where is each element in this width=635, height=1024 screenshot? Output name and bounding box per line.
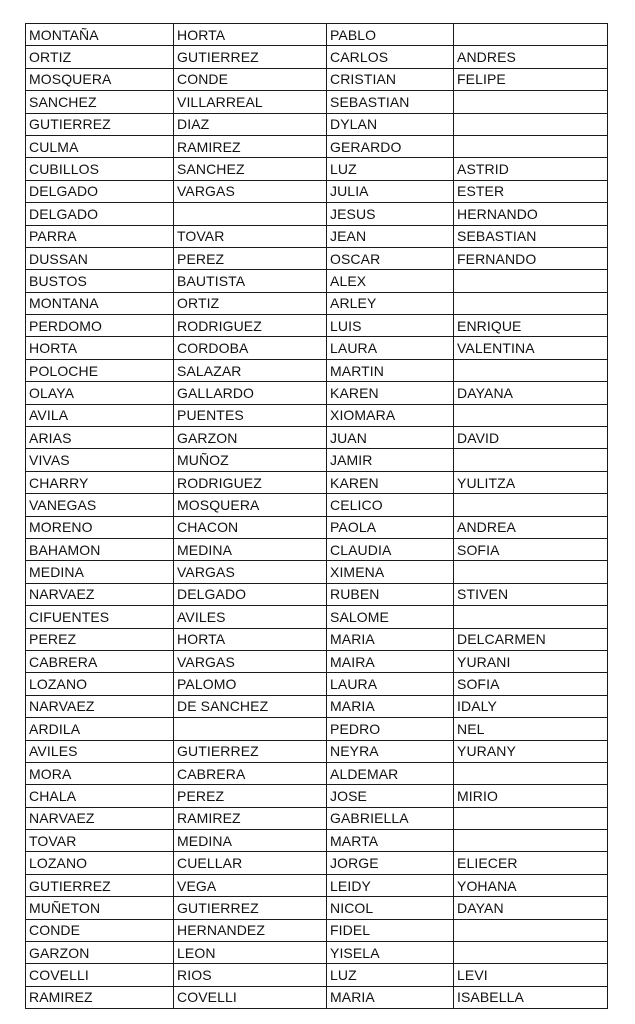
middle-name-cell [454, 404, 608, 426]
table-row [26, 986, 608, 1008]
middle-name-cell [454, 762, 608, 784]
middle-name-cell: ANDREA [454, 516, 608, 538]
first-name-cell: PEDRO [327, 718, 454, 740]
surname-1-cell: ARDILA [26, 718, 174, 740]
first-name-cell: NICOL [327, 897, 454, 919]
surname-1-cell: CHALA [26, 785, 174, 807]
middle-name-cell [454, 270, 608, 292]
first-name-cell: DYLAN [327, 113, 454, 135]
table-row [26, 158, 608, 180]
table-row [26, 449, 608, 471]
middle-name-cell: NEL [454, 718, 608, 740]
surname-1-cell: AVILES [26, 740, 174, 762]
first-name-cell: NEYRA [327, 740, 454, 762]
table-row [26, 270, 608, 292]
surname-1-cell: ORTIZ [26, 46, 174, 68]
middle-name-cell [454, 135, 608, 157]
table-row [26, 46, 608, 68]
surname-2-cell: DE SANCHEZ [174, 695, 327, 717]
table-row [26, 785, 608, 807]
names-table [25, 23, 608, 1009]
first-name-cell: GABRIELLA [327, 807, 454, 829]
middle-name-cell: STIVEN [454, 583, 608, 605]
surname-1-cell: CIFUENTES [26, 606, 174, 628]
first-name-cell: CELICO [327, 494, 454, 516]
first-name-cell: LEIDY [327, 874, 454, 896]
surname-2-cell: CABRERA [174, 762, 327, 784]
table-row [26, 471, 608, 493]
surname-1-cell: COVELLI [26, 964, 174, 986]
surname-2-cell: RODRIGUEZ [174, 471, 327, 493]
middle-name-cell: ENRIQUE [454, 315, 608, 337]
middle-name-cell: ESTER [454, 180, 608, 202]
table-row [26, 382, 608, 404]
surname-2-cell: GUTIERREZ [174, 897, 327, 919]
surname-2-cell: HORTA [174, 628, 327, 650]
table-row [26, 942, 608, 964]
table-row [26, 247, 608, 269]
table-row [26, 718, 608, 740]
middle-name-cell [454, 807, 608, 829]
middle-name-cell: DELCARMEN [454, 628, 608, 650]
middle-name-cell: DAVID [454, 427, 608, 449]
first-name-cell: PAOLA [327, 516, 454, 538]
table-row [26, 830, 608, 852]
surname-2-cell: RAMIREZ [174, 135, 327, 157]
surname-2-cell: BAUTISTA [174, 270, 327, 292]
surname-1-cell: DELGADO [26, 203, 174, 225]
table-row [26, 919, 608, 941]
surname-1-cell: PARRA [26, 225, 174, 247]
table-row [26, 494, 608, 516]
table-row [26, 203, 608, 225]
surname-2-cell: VARGAS [174, 650, 327, 672]
table-row [26, 807, 608, 829]
first-name-cell: YISELA [327, 942, 454, 964]
surname-1-cell: POLOCHE [26, 359, 174, 381]
table-row [26, 762, 608, 784]
first-name-cell: MAIRA [327, 650, 454, 672]
middle-name-cell: IDALY [454, 695, 608, 717]
middle-name-cell: ANDRES [454, 46, 608, 68]
middle-name-cell [454, 113, 608, 135]
surname-1-cell: PERDOMO [26, 315, 174, 337]
surname-1-cell: CABRERA [26, 650, 174, 672]
first-name-cell: KAREN [327, 471, 454, 493]
surname-1-cell: AVILA [26, 404, 174, 426]
surname-2-cell: VARGAS [174, 561, 327, 583]
table-row [26, 673, 608, 695]
middle-name-cell [454, 919, 608, 941]
table-row [26, 561, 608, 583]
first-name-cell: CARLOS [327, 46, 454, 68]
surname-2-cell: GARZON [174, 427, 327, 449]
surname-2-cell: LEON [174, 942, 327, 964]
middle-name-cell: ISABELLA [454, 986, 608, 1008]
surname-2-cell: PEREZ [174, 785, 327, 807]
surname-2-cell: SALAZAR [174, 359, 327, 381]
table-row [26, 695, 608, 717]
first-name-cell: SEBASTIAN [327, 91, 454, 113]
surname-2-cell: MEDINA [174, 538, 327, 560]
surname-1-cell: MORENO [26, 516, 174, 538]
first-name-cell: PABLO [327, 24, 454, 46]
middle-name-cell [454, 24, 608, 46]
table-row [26, 740, 608, 762]
surname-1-cell: TOVAR [26, 830, 174, 852]
middle-name-cell: ELIECER [454, 852, 608, 874]
surname-1-cell: VIVAS [26, 449, 174, 471]
first-name-cell: XIOMARA [327, 404, 454, 426]
first-name-cell: LUZ [327, 158, 454, 180]
first-name-cell: LAURA [327, 337, 454, 359]
first-name-cell: MARIA [327, 628, 454, 650]
middle-name-cell: VALENTINA [454, 337, 608, 359]
middle-name-cell: ASTRID [454, 158, 608, 180]
surname-1-cell: LOZANO [26, 673, 174, 695]
surname-1-cell: LOZANO [26, 852, 174, 874]
surname-2-cell: HERNANDEZ [174, 919, 327, 941]
surname-1-cell: VANEGAS [26, 494, 174, 516]
middle-name-cell: SOFIA [454, 538, 608, 560]
surname-1-cell: SANCHEZ [26, 91, 174, 113]
middle-name-cell: YURANI [454, 650, 608, 672]
table-row [26, 315, 608, 337]
middle-name-cell: FERNANDO [454, 247, 608, 269]
middle-name-cell [454, 449, 608, 471]
table-row [26, 225, 608, 247]
surname-2-cell [174, 203, 327, 225]
middle-name-cell [454, 91, 608, 113]
names-table-body [26, 24, 608, 1009]
middle-name-cell [454, 359, 608, 381]
first-name-cell: JESUS [327, 203, 454, 225]
table-row [26, 337, 608, 359]
surname-2-cell: VEGA [174, 874, 327, 896]
surname-1-cell: NARVAEZ [26, 583, 174, 605]
surname-2-cell: VARGAS [174, 180, 327, 202]
surname-1-cell: ARIAS [26, 427, 174, 449]
surname-1-cell: RAMIREZ [26, 986, 174, 1008]
table-row [26, 628, 608, 650]
first-name-cell: JOSE [327, 785, 454, 807]
middle-name-cell [454, 606, 608, 628]
table-row [26, 91, 608, 113]
first-name-cell: RUBEN [327, 583, 454, 605]
surname-1-cell: PEREZ [26, 628, 174, 650]
table-row [26, 359, 608, 381]
surname-1-cell: GARZON [26, 942, 174, 964]
surname-1-cell: NARVAEZ [26, 695, 174, 717]
table-row [26, 68, 608, 90]
surname-2-cell: CHACON [174, 516, 327, 538]
surname-2-cell: RAMIREZ [174, 807, 327, 829]
first-name-cell: SALOME [327, 606, 454, 628]
middle-name-cell: DAYANA [454, 382, 608, 404]
middle-name-cell: DAYAN [454, 897, 608, 919]
surname-1-cell: MONTAÑA [26, 24, 174, 46]
first-name-cell: JORGE [327, 852, 454, 874]
surname-2-cell: DELGADO [174, 583, 327, 605]
surname-2-cell: AVILES [174, 606, 327, 628]
surname-2-cell: MOSQUERA [174, 494, 327, 516]
surname-1-cell: CONDE [26, 919, 174, 941]
first-name-cell: ARLEY [327, 292, 454, 314]
surname-2-cell: TOVAR [174, 225, 327, 247]
surname-2-cell: RODRIGUEZ [174, 315, 327, 337]
first-name-cell: JULIA [327, 180, 454, 202]
first-name-cell: OSCAR [327, 247, 454, 269]
surname-2-cell: RIOS [174, 964, 327, 986]
first-name-cell: ALEX [327, 270, 454, 292]
surname-1-cell: MONTANA [26, 292, 174, 314]
surname-2-cell: MEDINA [174, 830, 327, 852]
middle-name-cell: YULITZA [454, 471, 608, 493]
surname-1-cell: BUSTOS [26, 270, 174, 292]
table-row [26, 650, 608, 672]
first-name-cell: JAMIR [327, 449, 454, 471]
first-name-cell: CLAUDIA [327, 538, 454, 560]
surname-2-cell: CORDOBA [174, 337, 327, 359]
first-name-cell: MARTIN [327, 359, 454, 381]
surname-1-cell: DELGADO [26, 180, 174, 202]
table-row [26, 427, 608, 449]
surname-2-cell: PALOMO [174, 673, 327, 695]
first-name-cell: LUZ [327, 964, 454, 986]
surname-1-cell: GUTIERREZ [26, 113, 174, 135]
surname-2-cell: SANCHEZ [174, 158, 327, 180]
surname-1-cell: MEDINA [26, 561, 174, 583]
surname-2-cell: PEREZ [174, 247, 327, 269]
surname-2-cell: CONDE [174, 68, 327, 90]
middle-name-cell [454, 830, 608, 852]
surname-1-cell: DUSSAN [26, 247, 174, 269]
table-row [26, 606, 608, 628]
middle-name-cell [454, 942, 608, 964]
middle-name-cell: FELIPE [454, 68, 608, 90]
middle-name-cell: YOHANA [454, 874, 608, 896]
surname-2-cell: GALLARDO [174, 382, 327, 404]
first-name-cell: LAURA [327, 673, 454, 695]
first-name-cell: MARIA [327, 695, 454, 717]
middle-name-cell: SOFIA [454, 673, 608, 695]
middle-name-cell [454, 292, 608, 314]
surname-2-cell: PUENTES [174, 404, 327, 426]
table-row [26, 24, 608, 46]
surname-2-cell: GUTIERREZ [174, 740, 327, 762]
middle-name-cell [454, 561, 608, 583]
table-row [26, 964, 608, 986]
table-row [26, 135, 608, 157]
first-name-cell: MARTA [327, 830, 454, 852]
surname-2-cell: MUÑOZ [174, 449, 327, 471]
first-name-cell: CRISTIAN [327, 68, 454, 90]
first-name-cell: JEAN [327, 225, 454, 247]
table-row [26, 538, 608, 560]
table-row [26, 113, 608, 135]
surname-2-cell: VILLARREAL [174, 91, 327, 113]
middle-name-cell: MIRIO [454, 785, 608, 807]
surname-1-cell: HORTA [26, 337, 174, 359]
surname-1-cell: CHARRY [26, 471, 174, 493]
table-row [26, 404, 608, 426]
surname-2-cell [174, 718, 327, 740]
middle-name-cell: SEBASTIAN [454, 225, 608, 247]
first-name-cell: GERARDO [327, 135, 454, 157]
surname-1-cell: MORA [26, 762, 174, 784]
table-row [26, 180, 608, 202]
table-row [26, 897, 608, 919]
surname-1-cell: CUBILLOS [26, 158, 174, 180]
table-row [26, 583, 608, 605]
table-row [26, 852, 608, 874]
first-name-cell: FIDEL [327, 919, 454, 941]
surname-1-cell: OLAYA [26, 382, 174, 404]
surname-1-cell: BAHAMON [26, 538, 174, 560]
surname-1-cell: GUTIERREZ [26, 874, 174, 896]
middle-name-cell [454, 494, 608, 516]
table-row [26, 874, 608, 896]
surname-1-cell: MUÑETON [26, 897, 174, 919]
first-name-cell: XIMENA [327, 561, 454, 583]
surname-1-cell: MOSQUERA [26, 68, 174, 90]
surname-1-cell: CULMA [26, 135, 174, 157]
surname-2-cell: GUTIERREZ [174, 46, 327, 68]
middle-name-cell: LEVI [454, 964, 608, 986]
surname-1-cell: NARVAEZ [26, 807, 174, 829]
first-name-cell: LUIS [327, 315, 454, 337]
table-row [26, 516, 608, 538]
middle-name-cell: YURANY [454, 740, 608, 762]
first-name-cell: JUAN [327, 427, 454, 449]
surname-2-cell: ORTIZ [174, 292, 327, 314]
first-name-cell: MARIA [327, 986, 454, 1008]
surname-2-cell: HORTA [174, 24, 327, 46]
table-row [26, 292, 608, 314]
first-name-cell: KAREN [327, 382, 454, 404]
surname-2-cell: DIAZ [174, 113, 327, 135]
middle-name-cell: HERNANDO [454, 203, 608, 225]
first-name-cell: ALDEMAR [327, 762, 454, 784]
surname-2-cell: COVELLI [174, 986, 327, 1008]
surname-2-cell: CUELLAR [174, 852, 327, 874]
